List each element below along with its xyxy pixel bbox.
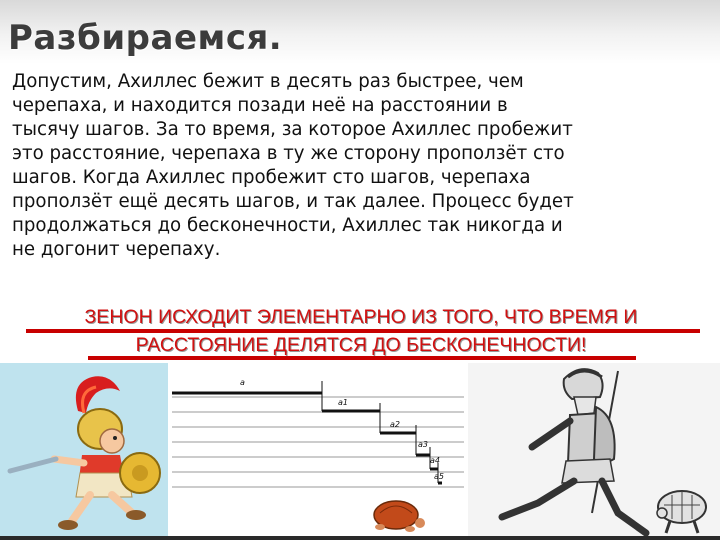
diagram-label: a1 (338, 398, 348, 407)
achilles-cartoon (0, 363, 168, 540)
achilles-running-icon (0, 363, 168, 540)
conclusion-line-2: РАССТОЯНИЕ ДЕЛЯТСЯ ДО БЕСКОНЕЧНОСТИ! (135, 334, 587, 356)
slide-title: Разбираемся. (8, 18, 283, 58)
distance-diagram-svg (168, 363, 468, 540)
paragraph-line: продолжаться до бесконечности, Ахиллес так никогда и (12, 215, 563, 236)
bottom-rule (0, 536, 720, 540)
body-paragraph (12, 70, 708, 262)
paragraph-line: это расстояние, черепаха в ту же сторону проползёт сто (12, 143, 565, 164)
warrior-sketch-icon (468, 363, 720, 540)
diagram-label: a3 (418, 440, 428, 449)
distance-diagram (168, 363, 468, 540)
paragraph-line: Допустим, Ахиллес бежит в десять раз быстрее, чем (12, 71, 524, 92)
diagram-label: a2 (390, 420, 400, 429)
diagram-label: a5 (434, 472, 444, 481)
conclusion-underline-2 (88, 356, 636, 360)
illustration-strip (0, 363, 720, 540)
paragraph-line: черепаха, и находится позади неё на расстоянии в (12, 95, 508, 116)
paragraph-line: проползёт ещё десять шагов, и так далее. Процесс будет (12, 191, 574, 212)
warrior-sketch (468, 363, 720, 540)
paragraph-line: шагов. Когда Ахиллес пробежит сто шагов, черепаха (12, 167, 531, 188)
conclusion-line-1: ЗЕНОН ИСХОДИТ ЭЛЕМЕНТАРНО ИЗ ТОГО, ЧТО ВРЕМЯ И (84, 306, 638, 328)
conclusion-underline-1 (26, 329, 700, 333)
paragraph-line: тысячу шагов. За то время, за которое Ахиллес пробежит (12, 119, 573, 140)
diagram-label: a4 (430, 456, 440, 465)
turtle-icon (374, 501, 425, 532)
diagram-label: a (240, 378, 245, 387)
paragraph-line: не догонит черепаху. (12, 239, 221, 260)
